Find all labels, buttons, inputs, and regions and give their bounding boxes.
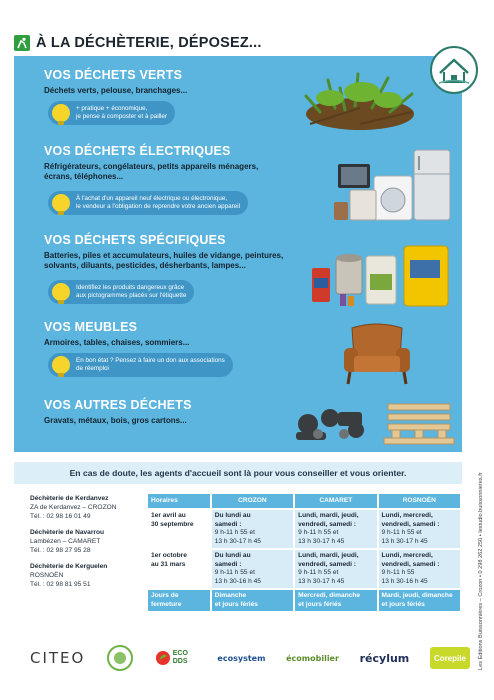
logo-ecomobilier: écomobilier [286, 653, 339, 663]
hours-cell-crozon [212, 550, 293, 588]
logo-text: ECO DDS [172, 650, 188, 665]
tip-line: À l'achat d'un appareil neuf électrique ou électronique, [76, 195, 228, 202]
address-rosnoen [30, 562, 142, 589]
lightbulb-icon [52, 104, 70, 122]
cell-line: 9 h-11 h 55 et [298, 569, 339, 576]
cell-line: 9 h-11 h 55 et [298, 529, 339, 536]
scrap-and-pallets-image [288, 394, 458, 448]
address-line: ROSNOËN [30, 572, 64, 579]
tip-line: + pratique + économique, [76, 105, 148, 112]
section-desc-other: Gravats, métaux, bois, gros cartons... [44, 416, 187, 425]
cell-line: vendredi, samedi : [298, 520, 357, 528]
cell-line: Lundi, mardi, jeudi, [298, 512, 359, 519]
lightbulb-icon [52, 194, 70, 212]
address-name: Déchèterie de Kerdanvez [30, 495, 109, 502]
tip-line: aux pictogrammes placés sur l'étiquette [76, 292, 187, 299]
header-cell: ROSNOËN [379, 494, 460, 508]
tip-line: le vendeur a l'obligation de reprendre votre ancien appareil [76, 203, 240, 210]
section-desc-furniture: Armoires, tables, chaises, sommiers... [44, 338, 190, 347]
cell-line: au 31 mars [151, 560, 186, 568]
address-camaret [30, 528, 142, 555]
armchair-image [340, 322, 414, 386]
section-desc-electrical [44, 162, 258, 182]
logo-ecosystem: ecosystem [217, 653, 266, 663]
page-header [14, 30, 262, 56]
recycling-seal-icon [106, 644, 134, 672]
hazardous-products-image [306, 238, 454, 310]
page-title: À LA DÉCHÈTERIE, DÉPOSEZ... [36, 35, 262, 51]
recycle-person-icon [14, 35, 30, 51]
cell-line: 9 h-11 h 55 et [214, 529, 255, 536]
cell-line: 1er octobre [151, 552, 187, 559]
table-row [148, 510, 460, 548]
cell-line: Lundi, mercredi, [381, 512, 433, 519]
logo-ecodds [155, 650, 197, 666]
cell-line: Du lundi au [214, 552, 251, 559]
section-title-other: VOS AUTRES DÉCHETS [44, 398, 192, 412]
community-logo [430, 46, 478, 94]
cell-line: Du lundi au [214, 512, 251, 519]
address-phone: Tél. : 02 98 27 95 28 [30, 547, 91, 554]
tip-line: de réemploi [76, 365, 109, 372]
hours-cell-camaret [295, 550, 376, 588]
address-name: Déchèterie de Navarrou [30, 529, 105, 536]
cell-line: Lundi, mercredi, [381, 552, 433, 559]
cell-line: samedi : [214, 520, 242, 528]
hours-cell-rosnoen [379, 550, 460, 588]
cell-line: et jours fériés [214, 600, 258, 608]
address-line: ZA de Kerdanvez – CROZON [30, 504, 117, 511]
opening-hours-table [146, 492, 462, 613]
header-cell: Horaires [148, 494, 210, 508]
green-waste-image [300, 68, 420, 138]
cell-line: 9 h-11 h 55 et [214, 569, 255, 576]
section-title-furniture: VOS MEUBLES [44, 320, 138, 334]
closed-cell-rosnoen [379, 590, 460, 611]
tip-furniture [48, 353, 233, 377]
publisher-credit: Les Éditions Buissonnières – Crozon • 0 298 262 250 • lestudio.buissonnieres.fr [478, 472, 484, 670]
closed-label-cell [148, 590, 210, 611]
ecodds-leaf-icon [155, 650, 171, 666]
section-title-electrical: VOS DÉCHETS ÉLECTRIQUES [44, 144, 231, 158]
desc-line: solvants, diluants, pesticides, désherbants, lampes... [44, 261, 246, 270]
logo-corepile: Corepile [430, 647, 470, 669]
section-title-specific: VOS DÉCHETS SPÉCIFIQUES [44, 233, 226, 247]
header-cell: CROZON [212, 494, 293, 508]
cell-line: samedi : [214, 560, 242, 568]
cell-line: vendredi, samedi : [298, 560, 357, 568]
cell-line: 9 h-11 h 55 et [381, 529, 422, 536]
cell-line: Dimanche [214, 592, 247, 599]
advice-banner [14, 462, 462, 484]
lightbulb-icon [52, 283, 70, 301]
period-cell [148, 550, 210, 588]
cell-line: 13 h 30-16 h 45 [214, 577, 261, 585]
table-header-row [148, 494, 460, 508]
cell-line: Jours de [151, 592, 179, 599]
address-crozon [30, 494, 142, 521]
section-title-green-waste: VOS DÉCHETS VERTS [44, 68, 183, 82]
cell-line: 1er avril au [151, 512, 186, 519]
tip-specific [48, 280, 194, 304]
cell-line: et jours fériés [298, 600, 342, 608]
closed-cell-crozon [212, 590, 293, 611]
hours-cell-camaret [295, 510, 376, 548]
cell-line: 30 septembre [151, 520, 194, 528]
cell-line: 13 h 30-16 h 45 [381, 577, 428, 585]
section-desc-specific [44, 251, 283, 271]
cell-line: fermeture [151, 600, 182, 608]
table-row [148, 550, 460, 588]
address-line: Lambézen – CAMARET [30, 538, 101, 545]
cell-line: 13 h 30-17 h 45 [381, 537, 428, 545]
cell-line: 9 h-11 h 55 [381, 569, 415, 576]
header-cell: CAMARET [295, 494, 376, 508]
desc-line: Réfrigérateurs, congélateurs, petits appareils ménagers, [44, 162, 259, 171]
hours-cell-rosnoen [379, 510, 460, 548]
closed-days-row [148, 590, 460, 611]
closed-cell-camaret [295, 590, 376, 611]
tip-electrical [48, 191, 248, 215]
advice-text: En cas de doute, les agents d'accueil sont là pour vous conseiller et vous orienter. [69, 468, 407, 478]
cell-line: 13 h 30-17 h 45 [214, 537, 261, 545]
cell-line: Lundi, mardi, jeudi, [298, 552, 359, 559]
tip-line: Identifiez les produits dangereux grâce [76, 284, 185, 291]
logo-citeo: CITEO [30, 649, 86, 667]
appliances-image [330, 146, 454, 224]
period-cell [148, 510, 210, 548]
cell-line: Mercredi, dimanche [298, 592, 361, 599]
cell-line: 13 h 30-17 h 45 [298, 537, 345, 545]
partner-logos [30, 644, 470, 672]
lightbulb-icon [52, 356, 70, 374]
tip-line: En bon état ? Pensez à faire un don aux associations [76, 357, 225, 364]
desc-line: Batteries, piles et accumulateurs, huiles de vidange, peintures, [44, 251, 284, 260]
address-name: Déchèterie de Kerguelen [30, 563, 108, 570]
desc-line: écrans, téléphones... [44, 172, 124, 181]
tip-line: je pense à composter et à pailler [76, 113, 168, 120]
cell-line: vendredi, samedi : [381, 520, 440, 528]
hours-cell-crozon [212, 510, 293, 548]
cell-line: Mardi, jeudi, dimanche [381, 592, 453, 599]
cell-line: et jours fériés [381, 600, 425, 608]
address-phone: Tél. : 02 98 16 01 49 [30, 513, 91, 520]
tip-green-waste [48, 101, 175, 125]
section-desc-green-waste: Déchets verts, pelouse, branchages... [44, 86, 188, 95]
cell-line: vendredi, samedi : [381, 560, 440, 568]
address-phone: Tél. : 02 98 81 95 51 [30, 581, 91, 588]
logo-recylum: récylum [359, 651, 410, 665]
cell-line: 13 h 30-17 h 45 [298, 577, 345, 585]
